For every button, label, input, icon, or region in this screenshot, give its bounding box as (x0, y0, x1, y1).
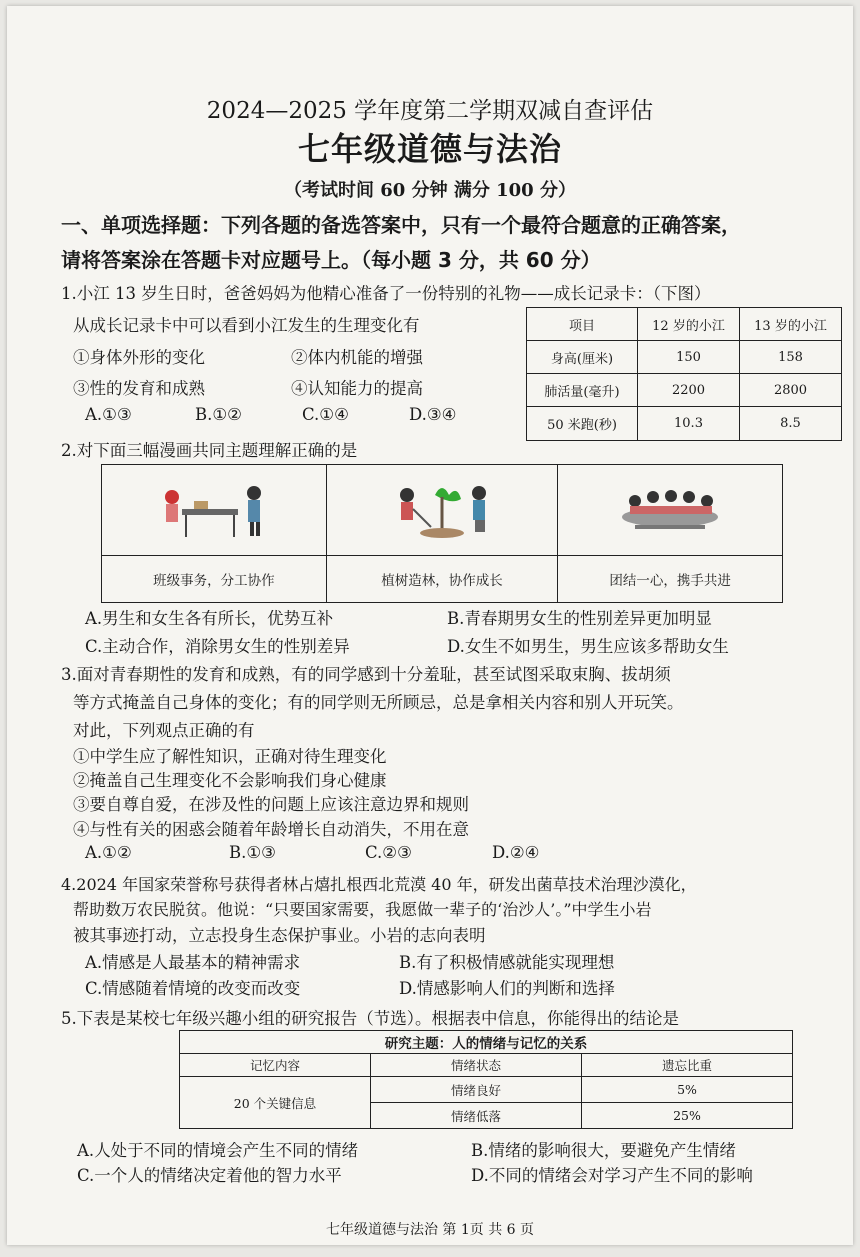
q5-stem: 5.下表是某校七年级兴趣小组的研究报告（节选）。根据表中信息，你能得出的结论是 (61, 1009, 679, 1028)
growth-record-table (526, 307, 842, 441)
q3-statement-2: ②掩盖自己生理变化不会影响我们身心健康 (73, 771, 387, 790)
q3-stem-line1: 3.面对青春期性的发育和成熟，有的同学感到十分羞耻，甚至试图采取束胸、拔胡须 (61, 665, 671, 684)
q4-option-a: A.情感是人最基本的精神需求 (85, 953, 301, 972)
q2-option-d: D.女生不如男生，男生应该多帮助女生 (447, 637, 729, 656)
table-cell: 10.3 (638, 407, 740, 441)
table-cell: 情绪良好 (371, 1077, 582, 1103)
q3-statement-1: ①中学生应了解性知识，正确对待生理变化 (73, 747, 387, 766)
q3-stem-line3: 对此，下列观点正确的有 (73, 721, 255, 740)
table-cell: 158 (740, 341, 842, 374)
group-discussion-illustration (605, 475, 735, 545)
table-cell: 2800 (740, 374, 842, 407)
q1-option-c: C.①④ (302, 405, 349, 424)
comic-caption-1: 班级事务，分工协作 (102, 556, 327, 603)
tree-planting-illustration (377, 475, 507, 545)
table-cell: 肺活量(毫升) (527, 374, 638, 407)
q2-option-a: A.男生和女生各有所长，优势互补 (85, 609, 334, 628)
table-cell: 5% (582, 1077, 793, 1103)
section-heading-line2: 请将答案涂在答题卡对应题号上。（每小题 3 分，共 60 分） (61, 248, 601, 272)
table-cell: 20 个关键信息 (180, 1077, 371, 1129)
q4-option-b: B.有了积极情感就能实现理想 (399, 953, 615, 972)
q1-statement-2: ②体内机能的增强 (291, 348, 423, 367)
table-cell: 8.5 (740, 407, 842, 441)
table-cell: 情绪低落 (371, 1103, 582, 1129)
q2-option-b: B.青春期男女生的性别差异更加明显 (447, 609, 712, 628)
comic-caption-2: 植树造林，协作成长 (326, 556, 558, 603)
page-footer: 七年级道德与法治 第 1页 共 6 页 (325, 1222, 535, 1238)
research-topic: 研究主题：人的情绪与记忆的关系 (180, 1031, 793, 1054)
q4-option-d: D.情感影响人们的判断和选择 (399, 979, 615, 998)
q1-statement-1: ①身体外形的变化 (73, 348, 205, 367)
comic-caption-3: 团结一心，携手共进 (558, 556, 783, 603)
section-heading-line1: 一、单项选择题：下列各题的备选答案中，只有一个最符合题意的正确答案， (61, 213, 741, 237)
q1-statement-4: ④认知能力的提高 (291, 379, 423, 398)
q4-stem-line3: 被其事迹打动，立志投身生态保护事业。小岩的志向表明 (73, 926, 486, 945)
table-header: 12 岁的小江 (638, 308, 740, 341)
table-cell: 身高(厘米) (527, 341, 638, 374)
table-header: 13 岁的小江 (740, 308, 842, 341)
exam-info: （考试时间 60 分钟 满分 100 分） (284, 180, 576, 201)
q4-stem-line1: 4.2024 年国家荣誉称号获得者林占熺扎根西北荒漠 40 年，研发出菌草技术治理沙漠化， (61, 875, 697, 894)
table-cell: 25% (582, 1103, 793, 1129)
q3-option-a: A.①② (85, 843, 132, 862)
q3-stem-line2: 等方式掩盖自己身体的变化；有的同学则无所顾忌，总是拿相关内容和别人开玩笑。 (73, 693, 684, 712)
table-header: 项目 (527, 308, 638, 341)
q2-stem: 2.对下面三幅漫画共同主题理解正确的是 (61, 441, 358, 460)
exam-term-line: 2024—2025 学年度第二学期双减自查评估 (206, 98, 654, 124)
q5-option-a: A.人处于不同的情境会产生不同的情绪 (77, 1141, 359, 1160)
q1-option-a: A.①③ (85, 405, 132, 424)
q3-statement-4: ④与性有关的困惑会随着年龄增长自动消失，不用在意 (73, 820, 469, 839)
table-cell: 150 (638, 341, 740, 374)
q3-statement-3: ③要自尊自爱，在涉及性的问题上应该注意边界和规则 (73, 795, 469, 814)
q1-stem-line2: 从成长记录卡中可以看到小江发生的生理变化有 (73, 316, 420, 335)
exam-page (7, 6, 853, 1245)
q5-option-c: C.一个人的情绪决定着他的智力水平 (77, 1166, 342, 1185)
table-cell: 50 米跑(秒) (527, 407, 638, 441)
table-header: 遗忘比重 (582, 1054, 793, 1077)
q3-option-b: B.①③ (229, 843, 276, 862)
q1-option-b: B.①② (195, 405, 242, 424)
q3-option-c: C.②③ (365, 843, 412, 862)
table-header: 情绪状态 (371, 1054, 582, 1077)
q1-statement-3: ③性的发育和成熟 (73, 379, 205, 398)
page-title: 七年级道德与法治 (297, 130, 562, 168)
table-cell: 2200 (638, 374, 740, 407)
comic-panel-2 (326, 465, 558, 556)
q4-stem-line2: 帮助数万农民脱贫。他说：“只要国家需要，我愿做一辈子的‘治沙人’。”中学生小岩 (73, 900, 652, 919)
students-cleaning-illustration (154, 475, 274, 545)
q5-option-b: B.情绪的影响很大，要避免产生情绪 (471, 1141, 736, 1160)
comic-panel-3 (558, 465, 783, 556)
table-header: 记忆内容 (180, 1054, 371, 1077)
q2-option-c: C.主动合作，消除男女生的性别差异 (85, 637, 350, 656)
comic-panel-1 (102, 465, 327, 556)
comic-strip-table (101, 464, 783, 603)
research-report-table (179, 1030, 793, 1129)
q3-option-d: D.②④ (492, 843, 540, 862)
q5-option-d: D.不同的情绪会对学习产生不同的影响 (471, 1166, 753, 1185)
q4-option-c: C.情感随着情境的改变而改变 (85, 979, 301, 998)
q1-option-d: D.③④ (409, 405, 457, 424)
q1-stem-line1: 1.小江 13 岁生日时，爸爸妈妈为他精心准备了一份特别的礼物——成长记录卡：（下图） (61, 284, 711, 303)
